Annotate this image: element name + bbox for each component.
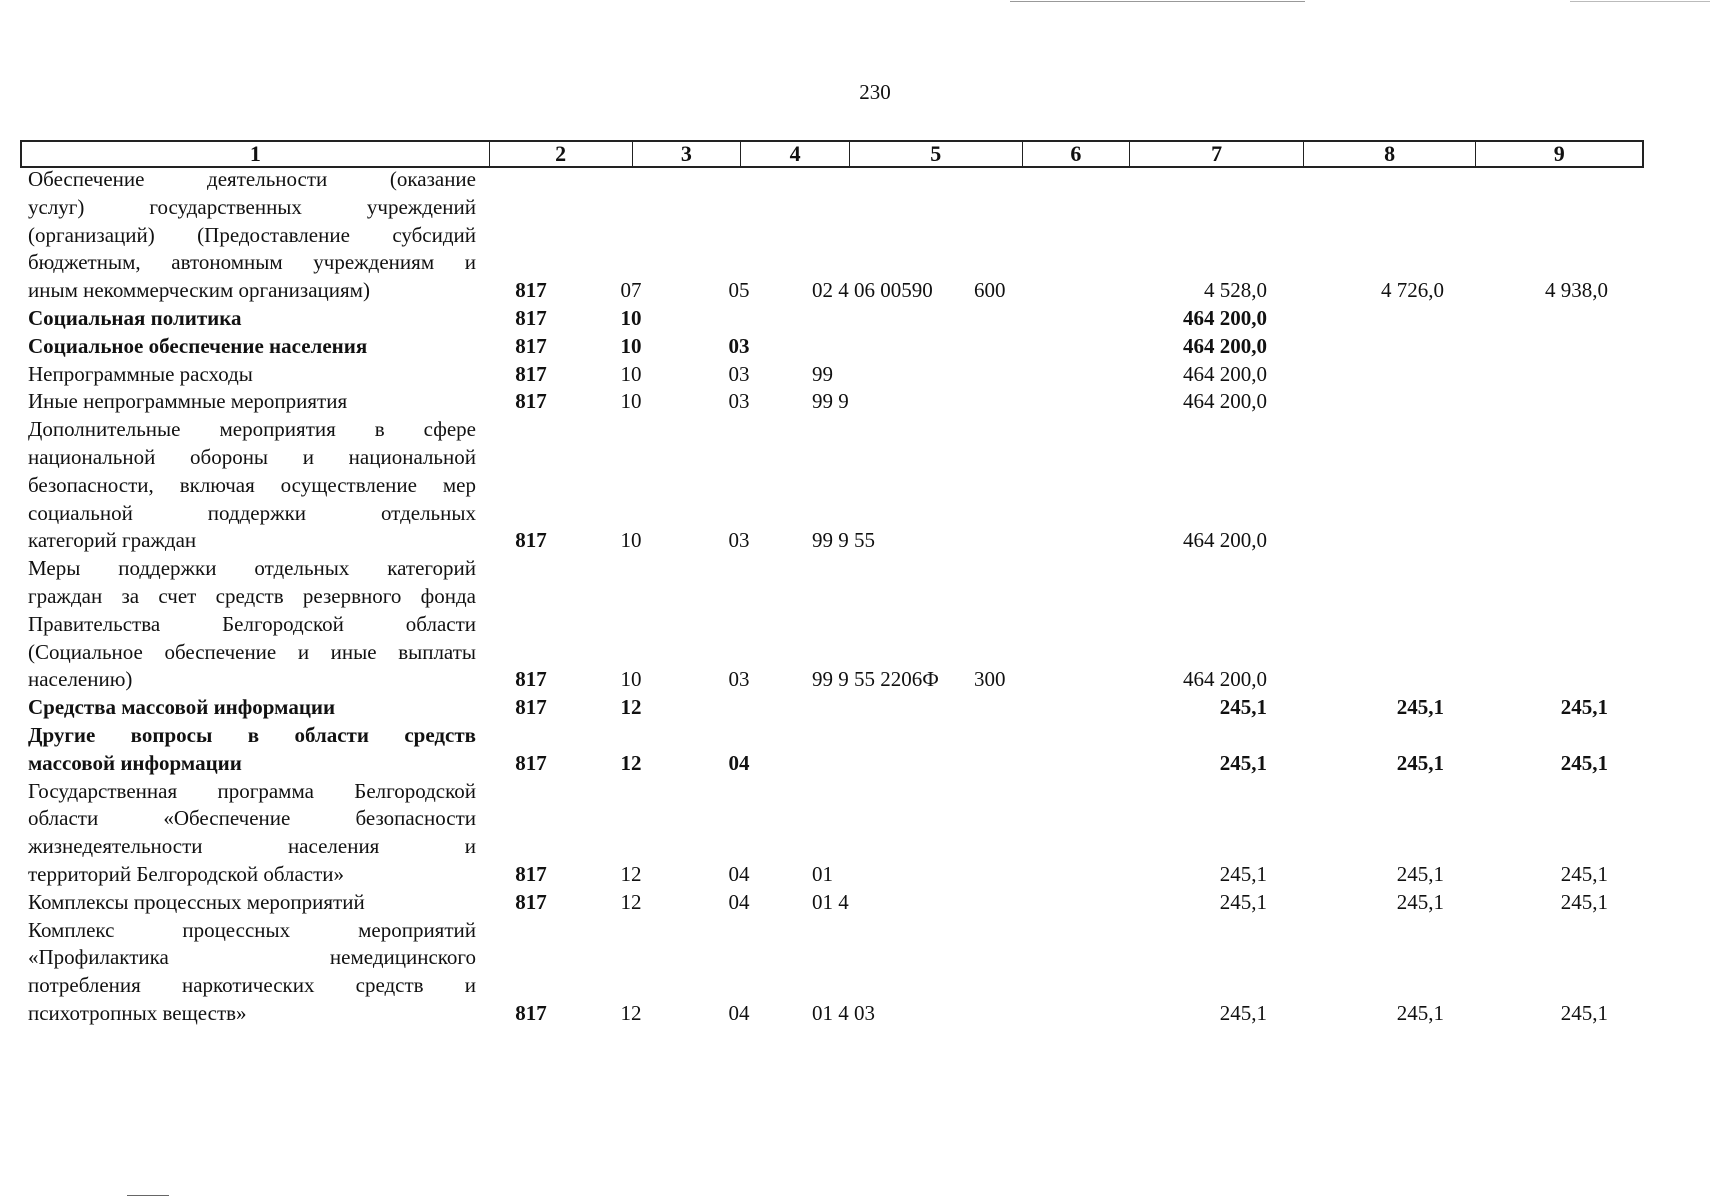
row-description — [28, 778, 476, 889]
subsection-code: 03 — [728, 389, 750, 414]
amount-year-1: 464 200,0 — [1183, 389, 1267, 414]
subsection-code: 03 — [728, 667, 750, 692]
amount-year-2: 245,1 — [1396, 750, 1444, 775]
description-line: территорий Белгородской области» — [28, 861, 345, 886]
column-header: 4 — [740, 142, 849, 166]
column-header: 1 — [249, 141, 261, 166]
section-code: 10 — [620, 389, 642, 414]
section-code: 12 — [620, 695, 642, 720]
column-header: 8 — [1303, 142, 1476, 166]
ministry-code: 817 — [515, 528, 547, 553]
target-article: 99 9 55 2206Ф — [812, 667, 939, 692]
column-header: 6 — [1022, 142, 1130, 166]
description-line: бюджетным, автономным учреждениям и — [28, 250, 476, 275]
subsection-code: 04 — [728, 861, 750, 886]
table-row — [28, 361, 1648, 389]
description-line: безопасности, включая осуществление мер — [28, 472, 476, 497]
section-code: 12 — [620, 750, 642, 775]
amount-year-1: 245,1 — [1219, 889, 1267, 914]
description-line: Комплексы процессных мероприятий — [28, 889, 365, 914]
subsection-code: 03 — [728, 333, 750, 358]
description-line: психотропных веществ» — [28, 1000, 247, 1025]
ministry-code: 817 — [515, 750, 547, 775]
description-line: населению) — [28, 667, 133, 692]
table-row — [28, 305, 1648, 333]
amount-year-3: 245,1 — [1560, 1000, 1608, 1025]
column-header: 7 — [1129, 142, 1303, 166]
description-line: Социальная политика — [28, 305, 242, 330]
ministry-code: 817 — [515, 333, 547, 358]
subsection-code: 04 — [728, 750, 750, 775]
amount-year-2: 245,1 — [1396, 861, 1444, 886]
ministry-code: 817 — [515, 695, 547, 720]
table-row — [28, 166, 1648, 305]
description-line: Средства массовой информации — [28, 695, 336, 720]
subsection-code: 04 — [728, 889, 750, 914]
table-row — [28, 388, 1648, 416]
table-row — [28, 778, 1648, 889]
amount-year-1: 4 528,0 — [1204, 278, 1267, 303]
description-line: иным некоммерческим организациям) — [28, 278, 370, 303]
row-description — [28, 305, 476, 333]
ministry-code: 817 — [515, 1000, 547, 1025]
row-description — [28, 388, 476, 416]
target-article: 02 4 06 00590 — [812, 278, 933, 303]
amount-year-2: 245,1 — [1396, 889, 1444, 914]
column-header: 5 — [849, 142, 1022, 166]
scan-edge-line — [127, 1195, 169, 1196]
row-description — [28, 694, 476, 722]
ministry-code: 817 — [515, 667, 547, 692]
amount-year-3: 4 938,0 — [1545, 278, 1608, 303]
description-line: категорий граждан — [28, 528, 197, 553]
amount-year-1: 245,1 — [1219, 1000, 1267, 1025]
subsection-code: 05 — [728, 278, 750, 303]
ministry-code: 817 — [515, 361, 547, 386]
description-line: социальной поддержки отдельных — [28, 500, 476, 525]
description-line: жизнедеятельности населения и — [28, 834, 476, 859]
subsection-code: 03 — [728, 528, 750, 553]
section-code: 10 — [620, 361, 642, 386]
description-line: «Профилактика немедицинского — [28, 945, 476, 970]
section-code: 10 — [620, 528, 642, 553]
table-header-row — [20, 140, 1644, 168]
amount-year-1: 245,1 — [1219, 750, 1267, 775]
description-line: Меры поддержки отдельных категорий — [28, 556, 476, 581]
row-description — [28, 917, 476, 1028]
row-description — [28, 722, 476, 778]
table-row — [28, 722, 1648, 778]
amount-year-3: 245,1 — [1560, 861, 1608, 886]
ministry-code: 817 — [515, 389, 547, 414]
table-body — [28, 166, 1648, 1028]
amount-year-1: 464 200,0 — [1183, 305, 1267, 330]
ministry-code: 817 — [515, 278, 547, 303]
amount-year-2: 245,1 — [1396, 695, 1444, 720]
description-line: Правительства Белгородской области — [28, 611, 476, 636]
column-header: 9 — [1475, 142, 1642, 166]
description-line: (организаций) (Предоставление субсидий — [28, 222, 476, 247]
row-description — [28, 333, 476, 361]
description-line: Дополнительные мероприятия в сфере — [28, 417, 476, 442]
amount-year-3: 245,1 — [1560, 750, 1608, 775]
column-header: 3 — [632, 142, 741, 166]
section-code: 07 — [620, 278, 642, 303]
amount-year-3: 245,1 — [1560, 889, 1608, 914]
description-line: Обеспечение деятельности (оказание — [28, 167, 476, 191]
amount-year-1: 464 200,0 — [1183, 361, 1267, 386]
section-code: 10 — [620, 333, 642, 358]
description-line: массовой информации — [28, 750, 242, 775]
target-article: 99 9 — [812, 389, 849, 414]
target-article: 01 4 03 — [812, 1000, 875, 1025]
description-line: потребления наркотических средств и — [28, 973, 476, 998]
ministry-code: 817 — [515, 861, 547, 886]
target-article: 99 — [812, 361, 833, 386]
ministry-code: 817 — [515, 305, 547, 330]
amount-year-1: 245,1 — [1219, 861, 1267, 886]
row-description — [28, 416, 476, 555]
amount-year-1: 245,1 — [1219, 695, 1267, 720]
description-line: (Социальное обеспечение и иные выплаты — [28, 639, 476, 664]
row-description — [28, 166, 476, 305]
expense-type: 600 — [974, 278, 1006, 303]
description-line: области «Обеспечение безопасности — [28, 806, 476, 831]
table-row — [28, 416, 1648, 555]
subsection-code: 04 — [728, 1000, 750, 1025]
amount-year-1: 464 200,0 — [1183, 333, 1267, 358]
description-line: Иные непрограммные мероприятия — [28, 389, 348, 414]
amount-year-2: 4 726,0 — [1381, 278, 1444, 303]
row-description — [28, 361, 476, 389]
table-row — [28, 555, 1648, 694]
description-line: национальной обороны и национальной — [28, 444, 476, 469]
section-code: 12 — [620, 889, 642, 914]
target-article: 01 4 — [812, 889, 849, 914]
expense-type: 300 — [974, 667, 1006, 692]
description-line: Непрограммные расходы — [28, 361, 253, 386]
amount-year-2: 245,1 — [1396, 1000, 1444, 1025]
description-line: Другие вопросы в области средств — [28, 722, 476, 747]
ministry-code: 817 — [515, 889, 547, 914]
section-code: 10 — [620, 305, 642, 330]
scan-edge-line — [1010, 1, 1305, 2]
section-code: 12 — [620, 1000, 642, 1025]
table-row — [28, 889, 1648, 917]
section-code: 12 — [620, 861, 642, 886]
amount-year-3: 245,1 — [1560, 695, 1608, 720]
row-description — [28, 555, 476, 694]
page-number: 230 — [859, 80, 891, 104]
section-code: 10 — [620, 667, 642, 692]
scan-edge-line — [1570, 1, 1710, 2]
amount-year-1: 464 200,0 — [1183, 528, 1267, 553]
table-row — [28, 694, 1648, 722]
table-row — [28, 333, 1648, 361]
description-line: Социальное обеспечение населения — [28, 333, 368, 358]
subsection-code: 03 — [728, 361, 750, 386]
target-article: 99 9 55 — [812, 528, 875, 553]
row-description — [28, 889, 476, 917]
description-line: Государственная программа Белгородской — [28, 778, 476, 803]
target-article: 01 — [812, 861, 833, 886]
column-header: 2 — [489, 142, 632, 166]
description-line: Комплекс процессных мероприятий — [28, 917, 476, 942]
description-line: услуг) государственных учреждений — [28, 194, 476, 219]
table-row — [28, 917, 1648, 1028]
description-line: граждан за счет средств резервного фонда — [28, 583, 476, 608]
amount-year-1: 464 200,0 — [1183, 667, 1267, 692]
